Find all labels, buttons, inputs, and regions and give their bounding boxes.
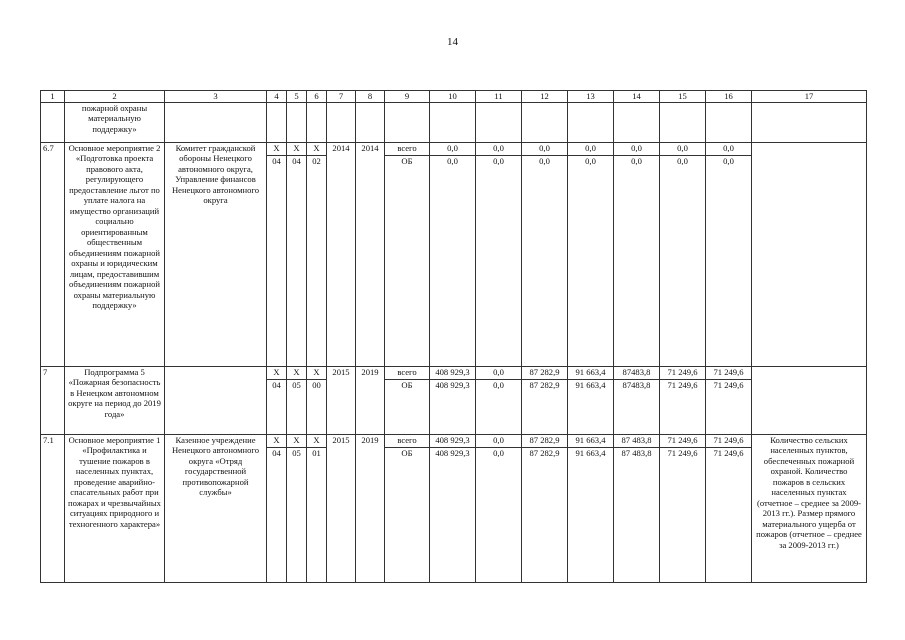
empty-cell: [307, 103, 327, 143]
amount-cell: 91 663,4: [568, 448, 614, 583]
result-indicator: Количество сельских населенных пунктов, обеспеченных пожарной охраной. Количество пожаров в сельских населенных пунктах (отчетное – среднее за 2009-2013 гг.). Размер прямого материального ущерба от пожаров (отчетное – среднее за 2009-2013 гг.): [752, 435, 867, 583]
empty-cell: [614, 103, 660, 143]
executor: [165, 367, 267, 435]
code-cell: Х: [307, 143, 327, 156]
budget-table: [40, 90, 867, 583]
amount-cell: 87 282,9: [522, 367, 568, 380]
header-cell: 9: [385, 91, 430, 103]
header-cell: 10: [430, 91, 476, 103]
amount-cell: 0,0: [476, 156, 522, 367]
empty-cell: [568, 103, 614, 143]
year-end: 2019: [356, 435, 385, 583]
amount-cell: 71 249,6: [660, 435, 706, 448]
header-cell: 15: [660, 91, 706, 103]
empty-cell: [476, 103, 522, 143]
amount-cell: 87 282,9: [522, 448, 568, 583]
header-cell: 6: [307, 91, 327, 103]
amount-cell: 0,0: [706, 156, 752, 367]
amount-cell: 0,0: [476, 435, 522, 448]
amount-cell: 71 249,6: [706, 380, 752, 435]
year-end: 2019: [356, 367, 385, 435]
code-cell: Х: [307, 435, 327, 448]
header-cell: 7: [327, 91, 356, 103]
result-indicator: [752, 143, 867, 367]
empty-cell: [165, 103, 267, 143]
amount-cell: 0,0: [476, 367, 522, 380]
empty-cell: [430, 103, 476, 143]
code-cell: Х: [267, 143, 287, 156]
code-cell: Х: [267, 367, 287, 380]
empty-cell: [706, 103, 752, 143]
amount-cell: 408 929,3: [430, 380, 476, 435]
empty-cell: [41, 103, 65, 143]
executor: Казенное учреждение Ненецкого автономного округа «Отряд государственной противопожарной службы»: [165, 435, 267, 583]
code-cell: 04: [267, 380, 287, 435]
code-cell: 05: [287, 380, 307, 435]
empty-cell: [287, 103, 307, 143]
amount-cell: 0,0: [614, 143, 660, 156]
amount-cell: 0,0: [660, 143, 706, 156]
amount-cell: 91 663,4: [568, 435, 614, 448]
measure-name: Основное мероприятие 2 «Подготовка проекта правового акта, регулирующего предоставление льгот по уплате налога на имущество организаций социально ориентированным общественным объединениям пожарной охраны и юридическим лицам, предоставившим объединениям пожарной охраны материальную поддержку»: [65, 143, 165, 367]
amount-cell: 0,0: [476, 448, 522, 583]
amount-cell: 0,0: [614, 156, 660, 367]
header-cell: 8: [356, 91, 385, 103]
header-cell: 13: [568, 91, 614, 103]
code-cell: 01: [307, 448, 327, 583]
table-row: [41, 435, 867, 448]
measure-name: Основное мероприятие 1 «Профилактика и тушение пожаров в населенных пунктах, проведение аварийно-спасательных работ при пожарах и чрезвычайных ситуациях природного и техногенного характера»: [65, 435, 165, 583]
code-cell: Х: [267, 435, 287, 448]
row-number: 7: [41, 367, 65, 435]
header-cell: 4: [267, 91, 287, 103]
amount-cell: 0,0: [522, 156, 568, 367]
header-cell: 1: [41, 91, 65, 103]
table-row: [41, 143, 867, 156]
header-cell: 17: [752, 91, 867, 103]
code-cell: Х: [287, 143, 307, 156]
code-cell: 04: [287, 156, 307, 367]
code-cell: 04: [267, 448, 287, 583]
empty-cell: [356, 103, 385, 143]
header-cell: 3: [165, 91, 267, 103]
header-row: [41, 91, 867, 103]
empty-cell: [522, 103, 568, 143]
amount-cell: 0,0: [522, 143, 568, 156]
code-cell: 02: [307, 156, 327, 367]
amount-cell: 0,0: [706, 143, 752, 156]
amount-cell: 0,0: [476, 143, 522, 156]
amount-cell: 87483,8: [614, 367, 660, 380]
amount-cell: 0,0: [568, 156, 614, 367]
funding-source: ОБ: [385, 156, 430, 367]
amount-cell: 91 663,4: [568, 367, 614, 380]
amount-cell: 0,0: [568, 143, 614, 156]
header-cell: 16: [706, 91, 752, 103]
year-start: 2015: [327, 435, 356, 583]
funding-source: всего: [385, 435, 430, 448]
empty-cell: [752, 103, 867, 143]
amount-cell: 71 249,6: [706, 435, 752, 448]
amount-cell: 91 663,4: [568, 380, 614, 435]
header-cell: 2: [65, 91, 165, 103]
continuation-row: [41, 103, 867, 143]
amount-cell: 71 249,6: [660, 448, 706, 583]
empty-cell: [660, 103, 706, 143]
amount-cell: 0,0: [476, 380, 522, 435]
amount-cell: 87 483,8: [614, 448, 660, 583]
amount-cell: 408 929,3: [430, 435, 476, 448]
empty-cell: [385, 103, 430, 143]
funding-source: ОБ: [385, 380, 430, 435]
empty-cell: [267, 103, 287, 143]
code-cell: Х: [287, 367, 307, 380]
table-row: [41, 367, 867, 380]
amount-cell: 87 282,9: [522, 380, 568, 435]
code-cell: 04: [267, 156, 287, 367]
amount-cell: 71 249,6: [706, 448, 752, 583]
year-start: 2014: [327, 143, 356, 367]
header-cell: 14: [614, 91, 660, 103]
amount-cell: 71 249,6: [660, 380, 706, 435]
year-end: 2014: [356, 143, 385, 367]
row-number: 7.1: [41, 435, 65, 583]
funding-source: всего: [385, 367, 430, 380]
amount-cell: 0,0: [430, 143, 476, 156]
continuation-name: пожарной охраны материальную поддержку»: [65, 103, 165, 143]
amount-cell: 87483,8: [614, 380, 660, 435]
header-cell: 5: [287, 91, 307, 103]
amount-cell: 408 929,3: [430, 448, 476, 583]
funding-source: всего: [385, 143, 430, 156]
amount-cell: 71 249,6: [660, 367, 706, 380]
code-cell: Х: [287, 435, 307, 448]
funding-source: ОБ: [385, 448, 430, 583]
measure-name: Подпрограмма 5 «Пожарная безопасность в Ненецком автономном округе на период до 2019 года»: [65, 367, 165, 435]
header-cell: 12: [522, 91, 568, 103]
header-cell: 11: [476, 91, 522, 103]
amount-cell: 408 929,3: [430, 367, 476, 380]
amount-cell: 0,0: [660, 156, 706, 367]
code-cell: 00: [307, 380, 327, 435]
amount-cell: 87 483,8: [614, 435, 660, 448]
code-cell: Х: [307, 367, 327, 380]
row-number: 6.7: [41, 143, 65, 367]
amount-cell: 71 249,6: [706, 367, 752, 380]
result-indicator: [752, 367, 867, 435]
empty-cell: [327, 103, 356, 143]
year-start: 2015: [327, 367, 356, 435]
amount-cell: 87 282,9: [522, 435, 568, 448]
amount-cell: 0,0: [430, 156, 476, 367]
page-number: 14: [447, 36, 458, 48]
code-cell: 05: [287, 448, 307, 583]
executor: Комитет гражданской обороны Ненецкого автономного округа, Управление финансов Ненецкого автономного округа: [165, 143, 267, 367]
